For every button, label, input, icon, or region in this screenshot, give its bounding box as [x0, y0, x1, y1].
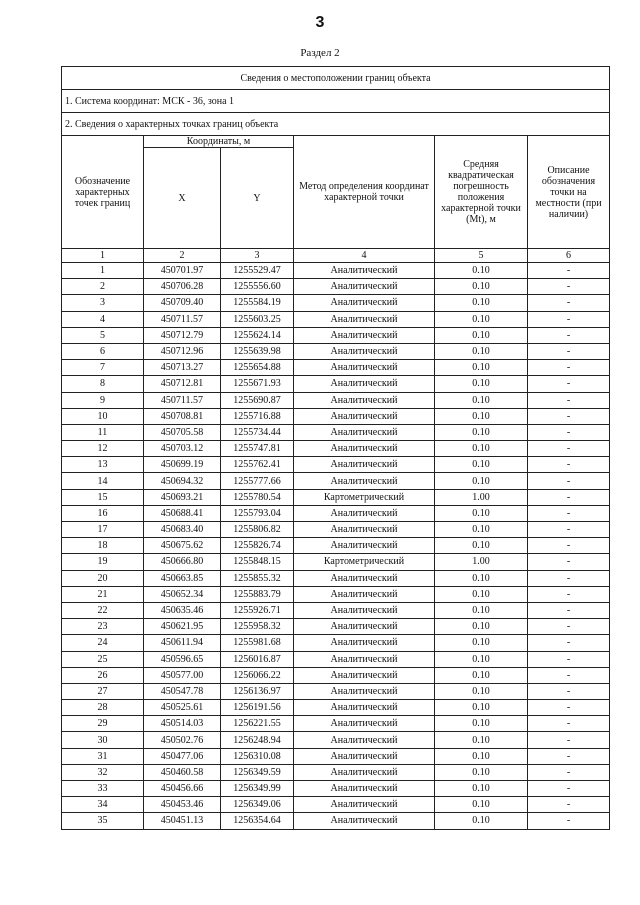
method: Аналитический [294, 408, 435, 424]
table-row [62, 748, 610, 764]
x-coordinate: 450514.03 [144, 716, 221, 732]
point-id: 35 [62, 813, 144, 829]
column-number: 1 [62, 249, 144, 263]
error-mt: 0.10 [435, 586, 528, 602]
description: - [528, 716, 610, 732]
x-coordinate: 450596.65 [144, 651, 221, 667]
y-coordinate: 1256354.64 [221, 813, 294, 829]
y-coordinate: 1255556.60 [221, 279, 294, 295]
header-error: Средняя квадратическая погрешность положения характерной точки (Mt), м [435, 136, 528, 249]
y-coordinate: 1255848.15 [221, 554, 294, 570]
y-coordinate: 1255826.74 [221, 538, 294, 554]
y-coordinate: 1255639.98 [221, 343, 294, 359]
point-id: 2 [62, 279, 144, 295]
y-coordinate: 1255883.79 [221, 586, 294, 602]
y-coordinate: 1255624.14 [221, 327, 294, 343]
description: - [528, 279, 610, 295]
x-coordinate: 450711.57 [144, 311, 221, 327]
error-mt: 0.10 [435, 781, 528, 797]
error-mt: 0.10 [435, 683, 528, 699]
error-mt: 0.10 [435, 327, 528, 343]
method: Аналитический [294, 327, 435, 343]
table-title: Сведения о местоположении границ объекта [62, 67, 610, 90]
description: - [528, 586, 610, 602]
error-mt: 1.00 [435, 554, 528, 570]
boundary-points-table [61, 66, 610, 830]
method: Аналитический [294, 748, 435, 764]
header-y: Y [221, 148, 294, 249]
table-row [62, 424, 610, 440]
header-point: Обозначение характерных точек границ [62, 136, 144, 249]
point-id: 31 [62, 748, 144, 764]
error-mt: 0.10 [435, 651, 528, 667]
description: - [528, 651, 610, 667]
y-coordinate: 1255529.47 [221, 263, 294, 279]
method: Аналитический [294, 522, 435, 538]
x-coordinate: 450635.46 [144, 602, 221, 618]
table-row [62, 376, 610, 392]
description: - [528, 424, 610, 440]
description: - [528, 505, 610, 521]
point-id: 15 [62, 489, 144, 505]
method: Аналитический [294, 764, 435, 780]
table-row [62, 570, 610, 586]
y-coordinate: 1255793.04 [221, 505, 294, 521]
y-coordinate: 1255981.68 [221, 635, 294, 651]
method: Аналитический [294, 295, 435, 311]
y-coordinate: 1256191.56 [221, 700, 294, 716]
x-coordinate: 450621.95 [144, 619, 221, 635]
method: Аналитический [294, 392, 435, 408]
error-mt: 0.10 [435, 797, 528, 813]
method: Аналитический [294, 343, 435, 359]
method: Аналитический [294, 457, 435, 473]
point-id: 6 [62, 343, 144, 359]
point-id: 11 [62, 424, 144, 440]
description: - [528, 683, 610, 699]
y-coordinate: 1256349.06 [221, 797, 294, 813]
x-coordinate: 450694.32 [144, 473, 221, 489]
description: - [528, 619, 610, 635]
point-id: 5 [62, 327, 144, 343]
table-row [62, 619, 610, 635]
error-mt: 0.10 [435, 376, 528, 392]
x-coordinate: 450477.06 [144, 748, 221, 764]
x-coordinate: 450712.79 [144, 327, 221, 343]
y-coordinate: 1255958.32 [221, 619, 294, 635]
method: Картометрический [294, 489, 435, 505]
method: Аналитический [294, 732, 435, 748]
y-coordinate: 1256066.22 [221, 667, 294, 683]
error-mt: 0.10 [435, 570, 528, 586]
description: - [528, 522, 610, 538]
column-number: 3 [221, 249, 294, 263]
description: - [528, 489, 610, 505]
x-coordinate: 450502.76 [144, 732, 221, 748]
point-id: 27 [62, 683, 144, 699]
point-id: 20 [62, 570, 144, 586]
error-mt: 0.10 [435, 813, 528, 829]
y-coordinate: 1255806.82 [221, 522, 294, 538]
x-coordinate: 450683.40 [144, 522, 221, 538]
y-coordinate: 1256248.94 [221, 732, 294, 748]
error-mt: 0.10 [435, 311, 528, 327]
x-coordinate: 450712.81 [144, 376, 221, 392]
description: - [528, 441, 610, 457]
table-row [62, 327, 610, 343]
y-coordinate: 1255671.93 [221, 376, 294, 392]
x-coordinate: 450577.00 [144, 667, 221, 683]
method: Аналитический [294, 424, 435, 440]
error-mt: 0.10 [435, 505, 528, 521]
method: Аналитический [294, 441, 435, 457]
point-id: 9 [62, 392, 144, 408]
y-coordinate: 1255855.32 [221, 570, 294, 586]
point-id: 25 [62, 651, 144, 667]
description: - [528, 311, 610, 327]
method: Аналитический [294, 700, 435, 716]
method: Аналитический [294, 376, 435, 392]
y-coordinate: 1256221.55 [221, 716, 294, 732]
description: - [528, 376, 610, 392]
description: - [528, 343, 610, 359]
y-coordinate: 1255780.54 [221, 489, 294, 505]
error-mt: 0.10 [435, 360, 528, 376]
description: - [528, 797, 610, 813]
description: - [528, 360, 610, 376]
point-id: 8 [62, 376, 144, 392]
point-id: 18 [62, 538, 144, 554]
x-coordinate: 450460.58 [144, 764, 221, 780]
method: Аналитический [294, 505, 435, 521]
error-mt: 0.10 [435, 538, 528, 554]
point-id: 32 [62, 764, 144, 780]
description: - [528, 473, 610, 489]
x-coordinate: 450713.27 [144, 360, 221, 376]
header-method: Метод определения координат характерной точки [294, 136, 435, 249]
x-coordinate: 450711.57 [144, 392, 221, 408]
point-id: 34 [62, 797, 144, 813]
point-id: 4 [62, 311, 144, 327]
point-id: 10 [62, 408, 144, 424]
method: Аналитический [294, 813, 435, 829]
error-mt: 0.10 [435, 408, 528, 424]
description: - [528, 327, 610, 343]
method: Аналитический [294, 473, 435, 489]
table-row [62, 813, 610, 829]
point-id: 26 [62, 667, 144, 683]
x-coordinate: 450708.81 [144, 408, 221, 424]
method: Аналитический [294, 360, 435, 376]
description: - [528, 554, 610, 570]
x-coordinate: 450456.66 [144, 781, 221, 797]
method: Аналитический [294, 602, 435, 618]
column-number: 4 [294, 249, 435, 263]
description: - [528, 602, 610, 618]
method: Аналитический [294, 667, 435, 683]
points-heading: 2. Сведения о характерных точках границ объекта [62, 113, 610, 136]
x-coordinate: 450705.58 [144, 424, 221, 440]
table-row [62, 764, 610, 780]
point-id: 12 [62, 441, 144, 457]
point-id: 23 [62, 619, 144, 635]
error-mt: 0.10 [435, 700, 528, 716]
error-mt: 0.10 [435, 392, 528, 408]
error-mt: 1.00 [435, 489, 528, 505]
x-coordinate: 450703.12 [144, 441, 221, 457]
point-id: 3 [62, 295, 144, 311]
y-coordinate: 1255716.88 [221, 408, 294, 424]
description: - [528, 700, 610, 716]
y-coordinate: 1256349.99 [221, 781, 294, 797]
x-coordinate: 450451.13 [144, 813, 221, 829]
description: - [528, 392, 610, 408]
method: Аналитический [294, 538, 435, 554]
method: Аналитический [294, 586, 435, 602]
section-label: Раздел 2 [300, 47, 340, 59]
method: Аналитический [294, 716, 435, 732]
x-coordinate: 450688.41 [144, 505, 221, 521]
table-row [62, 343, 610, 359]
table-row [62, 732, 610, 748]
x-coordinate: 450699.19 [144, 457, 221, 473]
point-id: 28 [62, 700, 144, 716]
description: - [528, 781, 610, 797]
page-number: 3 [315, 14, 325, 31]
error-mt: 0.10 [435, 441, 528, 457]
column-number: 5 [435, 249, 528, 263]
y-coordinate: 1256349.59 [221, 764, 294, 780]
point-id: 29 [62, 716, 144, 732]
column-numbers-row [62, 249, 610, 263]
method: Аналитический [294, 635, 435, 651]
table-row [62, 408, 610, 424]
y-coordinate: 1255777.66 [221, 473, 294, 489]
y-coordinate: 1255747.81 [221, 441, 294, 457]
x-coordinate: 450675.62 [144, 538, 221, 554]
error-mt: 0.10 [435, 748, 528, 764]
x-coordinate: 450701.97 [144, 263, 221, 279]
point-id: 7 [62, 360, 144, 376]
table-row [62, 489, 610, 505]
x-coordinate: 450706.28 [144, 279, 221, 295]
method: Аналитический [294, 797, 435, 813]
point-id: 33 [62, 781, 144, 797]
table-row [62, 441, 610, 457]
table-row [62, 473, 610, 489]
error-mt: 0.10 [435, 732, 528, 748]
x-coordinate: 450663.85 [144, 570, 221, 586]
description: - [528, 538, 610, 554]
table-row [62, 263, 610, 279]
column-number: 2 [144, 249, 221, 263]
point-id: 16 [62, 505, 144, 521]
coordinate-system: 1. Система координат: МСК - 36, зона 1 [62, 90, 610, 113]
point-id: 13 [62, 457, 144, 473]
table-row [62, 295, 610, 311]
method: Аналитический [294, 781, 435, 797]
error-mt: 0.10 [435, 635, 528, 651]
y-coordinate: 1255926.71 [221, 602, 294, 618]
error-mt: 0.10 [435, 424, 528, 440]
x-coordinate: 450652.34 [144, 586, 221, 602]
description: - [528, 457, 610, 473]
error-mt: 0.10 [435, 343, 528, 359]
y-coordinate: 1256136.97 [221, 683, 294, 699]
table-row [62, 651, 610, 667]
table-row [62, 360, 610, 376]
x-coordinate: 450525.61 [144, 700, 221, 716]
table-row [62, 667, 610, 683]
method: Аналитический [294, 263, 435, 279]
table-row [62, 635, 610, 651]
table-row [62, 457, 610, 473]
method: Аналитический [294, 619, 435, 635]
error-mt: 0.10 [435, 764, 528, 780]
x-coordinate: 450453.46 [144, 797, 221, 813]
description: - [528, 732, 610, 748]
x-coordinate: 450712.96 [144, 343, 221, 359]
table-row [62, 279, 610, 295]
point-id: 19 [62, 554, 144, 570]
x-coordinate: 450547.78 [144, 683, 221, 699]
x-coordinate: 450693.21 [144, 489, 221, 505]
table-row [62, 311, 610, 327]
point-id: 1 [62, 263, 144, 279]
description: - [528, 295, 610, 311]
y-coordinate: 1256310.08 [221, 748, 294, 764]
x-coordinate: 450611.94 [144, 635, 221, 651]
description: - [528, 764, 610, 780]
description: - [528, 748, 610, 764]
table-row [62, 586, 610, 602]
table-row [62, 602, 610, 618]
method: Аналитический [294, 279, 435, 295]
y-coordinate: 1255654.88 [221, 360, 294, 376]
table-row [62, 797, 610, 813]
y-coordinate: 1255690.87 [221, 392, 294, 408]
y-coordinate: 1256016.87 [221, 651, 294, 667]
y-coordinate: 1255584.19 [221, 295, 294, 311]
description: - [528, 813, 610, 829]
point-id: 14 [62, 473, 144, 489]
column-number: 6 [528, 249, 610, 263]
header-coordinates: Координаты, м [144, 136, 294, 148]
header-x: X [144, 148, 221, 249]
method: Аналитический [294, 683, 435, 699]
y-coordinate: 1255762.41 [221, 457, 294, 473]
point-id: 24 [62, 635, 144, 651]
error-mt: 0.10 [435, 295, 528, 311]
error-mt: 0.10 [435, 667, 528, 683]
point-id: 30 [62, 732, 144, 748]
method: Аналитический [294, 651, 435, 667]
table-row [62, 554, 610, 570]
table-row [62, 716, 610, 732]
error-mt: 0.10 [435, 263, 528, 279]
table-row [62, 505, 610, 521]
header-description: Описание обозначения точки на местности (при наличии) [528, 136, 610, 249]
table-row [62, 781, 610, 797]
error-mt: 0.10 [435, 473, 528, 489]
point-id: 17 [62, 522, 144, 538]
y-coordinate: 1255734.44 [221, 424, 294, 440]
error-mt: 0.10 [435, 522, 528, 538]
table-row [62, 522, 610, 538]
table-row [62, 683, 610, 699]
error-mt: 0.10 [435, 602, 528, 618]
description: - [528, 570, 610, 586]
table-row [62, 538, 610, 554]
method: Аналитический [294, 570, 435, 586]
error-mt: 0.10 [435, 457, 528, 473]
error-mt: 0.10 [435, 279, 528, 295]
method: Аналитический [294, 311, 435, 327]
description: - [528, 667, 610, 683]
point-id: 22 [62, 602, 144, 618]
error-mt: 0.10 [435, 716, 528, 732]
description: - [528, 635, 610, 651]
method: Картометрический [294, 554, 435, 570]
x-coordinate: 450709.40 [144, 295, 221, 311]
table-row [62, 700, 610, 716]
error-mt: 0.10 [435, 619, 528, 635]
x-coordinate: 450666.80 [144, 554, 221, 570]
table-row [62, 392, 610, 408]
y-coordinate: 1255603.25 [221, 311, 294, 327]
description: - [528, 408, 610, 424]
point-id: 21 [62, 586, 144, 602]
description: - [528, 263, 610, 279]
